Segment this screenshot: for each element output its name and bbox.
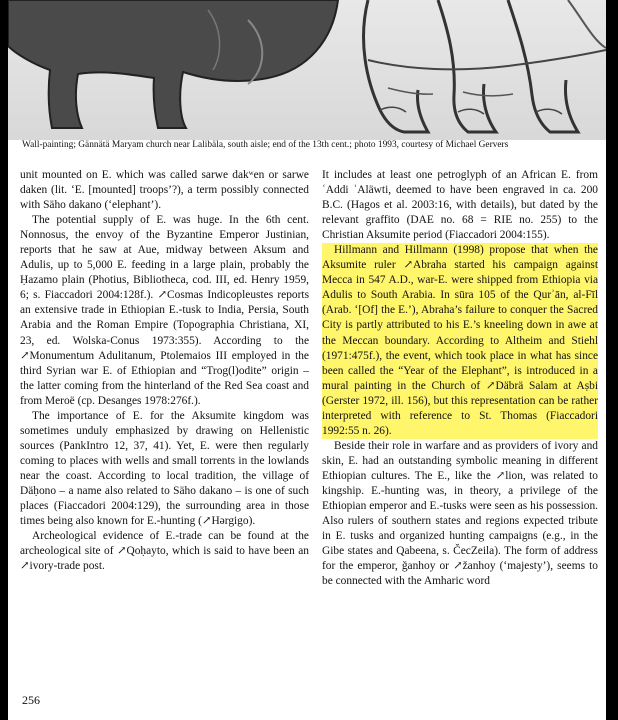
wall-painting-photo: [8, 0, 606, 140]
figure-caption: Wall-painting; Gännätä Maryam church near Lalibäla, south aisle; end of the 13th cent.; photo 1993, courtesy of Michael Gervers: [22, 140, 509, 150]
paragraph: The importance of E. for the Aksumite kingdom was sometimes unduly emphasized by drawing on Hellenistic sources (PankIntro 12, 37, 41). Yet, E. were then regularly coming to places with wells and small torrents in the lowlands near the coast. According to local tradition, the village of Däḥono – a name also related to Säho dakano – is one of such places (Fiaccadori 2004:129), the surrounding area in those times being also known for E.-hunting (↗Hǝrgigo).: [20, 409, 309, 528]
left-column: [20, 168, 309, 574]
book-page: [8, 0, 606, 720]
page-number: 256: [22, 693, 40, 707]
paragraph: Beside their role in warfare and as providers of ivory and skin, E. had an outstanding symbolic meaning in different Ethiopian cultures. The E., like the ↗lion, was related to kingship. E.-hunting was, in theory, a privilege of the Ethiopian emperor and E.-tusks were seen as his possession. Also rulers of southern states and regions expected tribute in E. tusks and organized hunting campaigns (e.g., in the Gibe states and Qabeena, s. ČecZeila). The form of address for the emperor, ǧanhoy or ↗žanhoy (‘majesty’), seems to be connected with the Amharic word: [322, 439, 598, 588]
paragraph: It includes at least one petroglyph of an African E. from ʿAddi ʿAläwti, deemed to have been engraved in ca. 200 B.C. (Hagos et al. 2003:16, with details), but dated by the relevant graffito (DAE no. 68 = RIE no. 255) to the Christian Aksumite period (Fiaccadori 2004:155).: [322, 169, 598, 242]
paragraph: Archeological evidence of E.-trade can be found at the archeological site of ↗Qoḥayto, which is said to have been an ↗ivory-trade post.: [20, 530, 309, 573]
right-column: [322, 168, 598, 589]
wall-painting-illustration: [8, 0, 606, 140]
paragraph: The potential supply of E. was huge. In the 6th cent. Nonnosus, the envoy of the Byzantine Emperor Justinian, reports that he saw at Aue, midway between Aksum and Adulis, up to 5,000 E. feeding in a large plain, probably the Ḥazamo plain (Photius, Bibliotheca, cod. III, ed. Henry 1959, 6; s. Fiaccadori 2004:128f.). ↗Cosmas Indicopleustes reports an extensive trade in Ethiopian E.-tusk to India, Persia, South Arabia and the Roman Empire (Topographia Christiana, XI, 23, ed. Wolska-Conus 1973:355). According to the ↗Monumentum Adulitanum, Ptolemaios III employed in the third Syrian war E. of Ethiopian and “Trog(l)odite” origin – the latter coming from the hinterland of the Red Sea coast and from Meroë (cp. Desanges 1978:276f.).: [20, 214, 309, 407]
paragraph: unit mounted on E. which was called sarwe dakʷen or sarwe daken (lit. ‘E. [mounted] troops’?), a term possibly connected with Säho dakano (‘elephant’).: [20, 169, 309, 212]
highlighted-paragraph: Hillmann and Hillmann (1998) propose that when the Aksumite ruler ↗Abraha started his campaign against Mecca in 547 A.D., war-E. were shipped from Ethiopia via Adulis to South Arabia. In sūra 105 of the Qurʾān, al-Fīl (Arab. ‘[Of] the E.’), Abraha’s failure to conquer the Sacred City is partly attributed to his E.’s kneeling down in awe at the Meccan boundary. According to Altheim and Stiehl (1971:475f.), the event, which took place in what has since been called the “Year of the Elephant”, is introduced in a mural painting in the Church of ↗Däbrä Salam at Aṣbi (Gerster 1972, ill. 156), but this representation can be rather interpreted with reference to St. Thomas (Fiaccadori 1992:55 n. 26).: [322, 243, 598, 439]
